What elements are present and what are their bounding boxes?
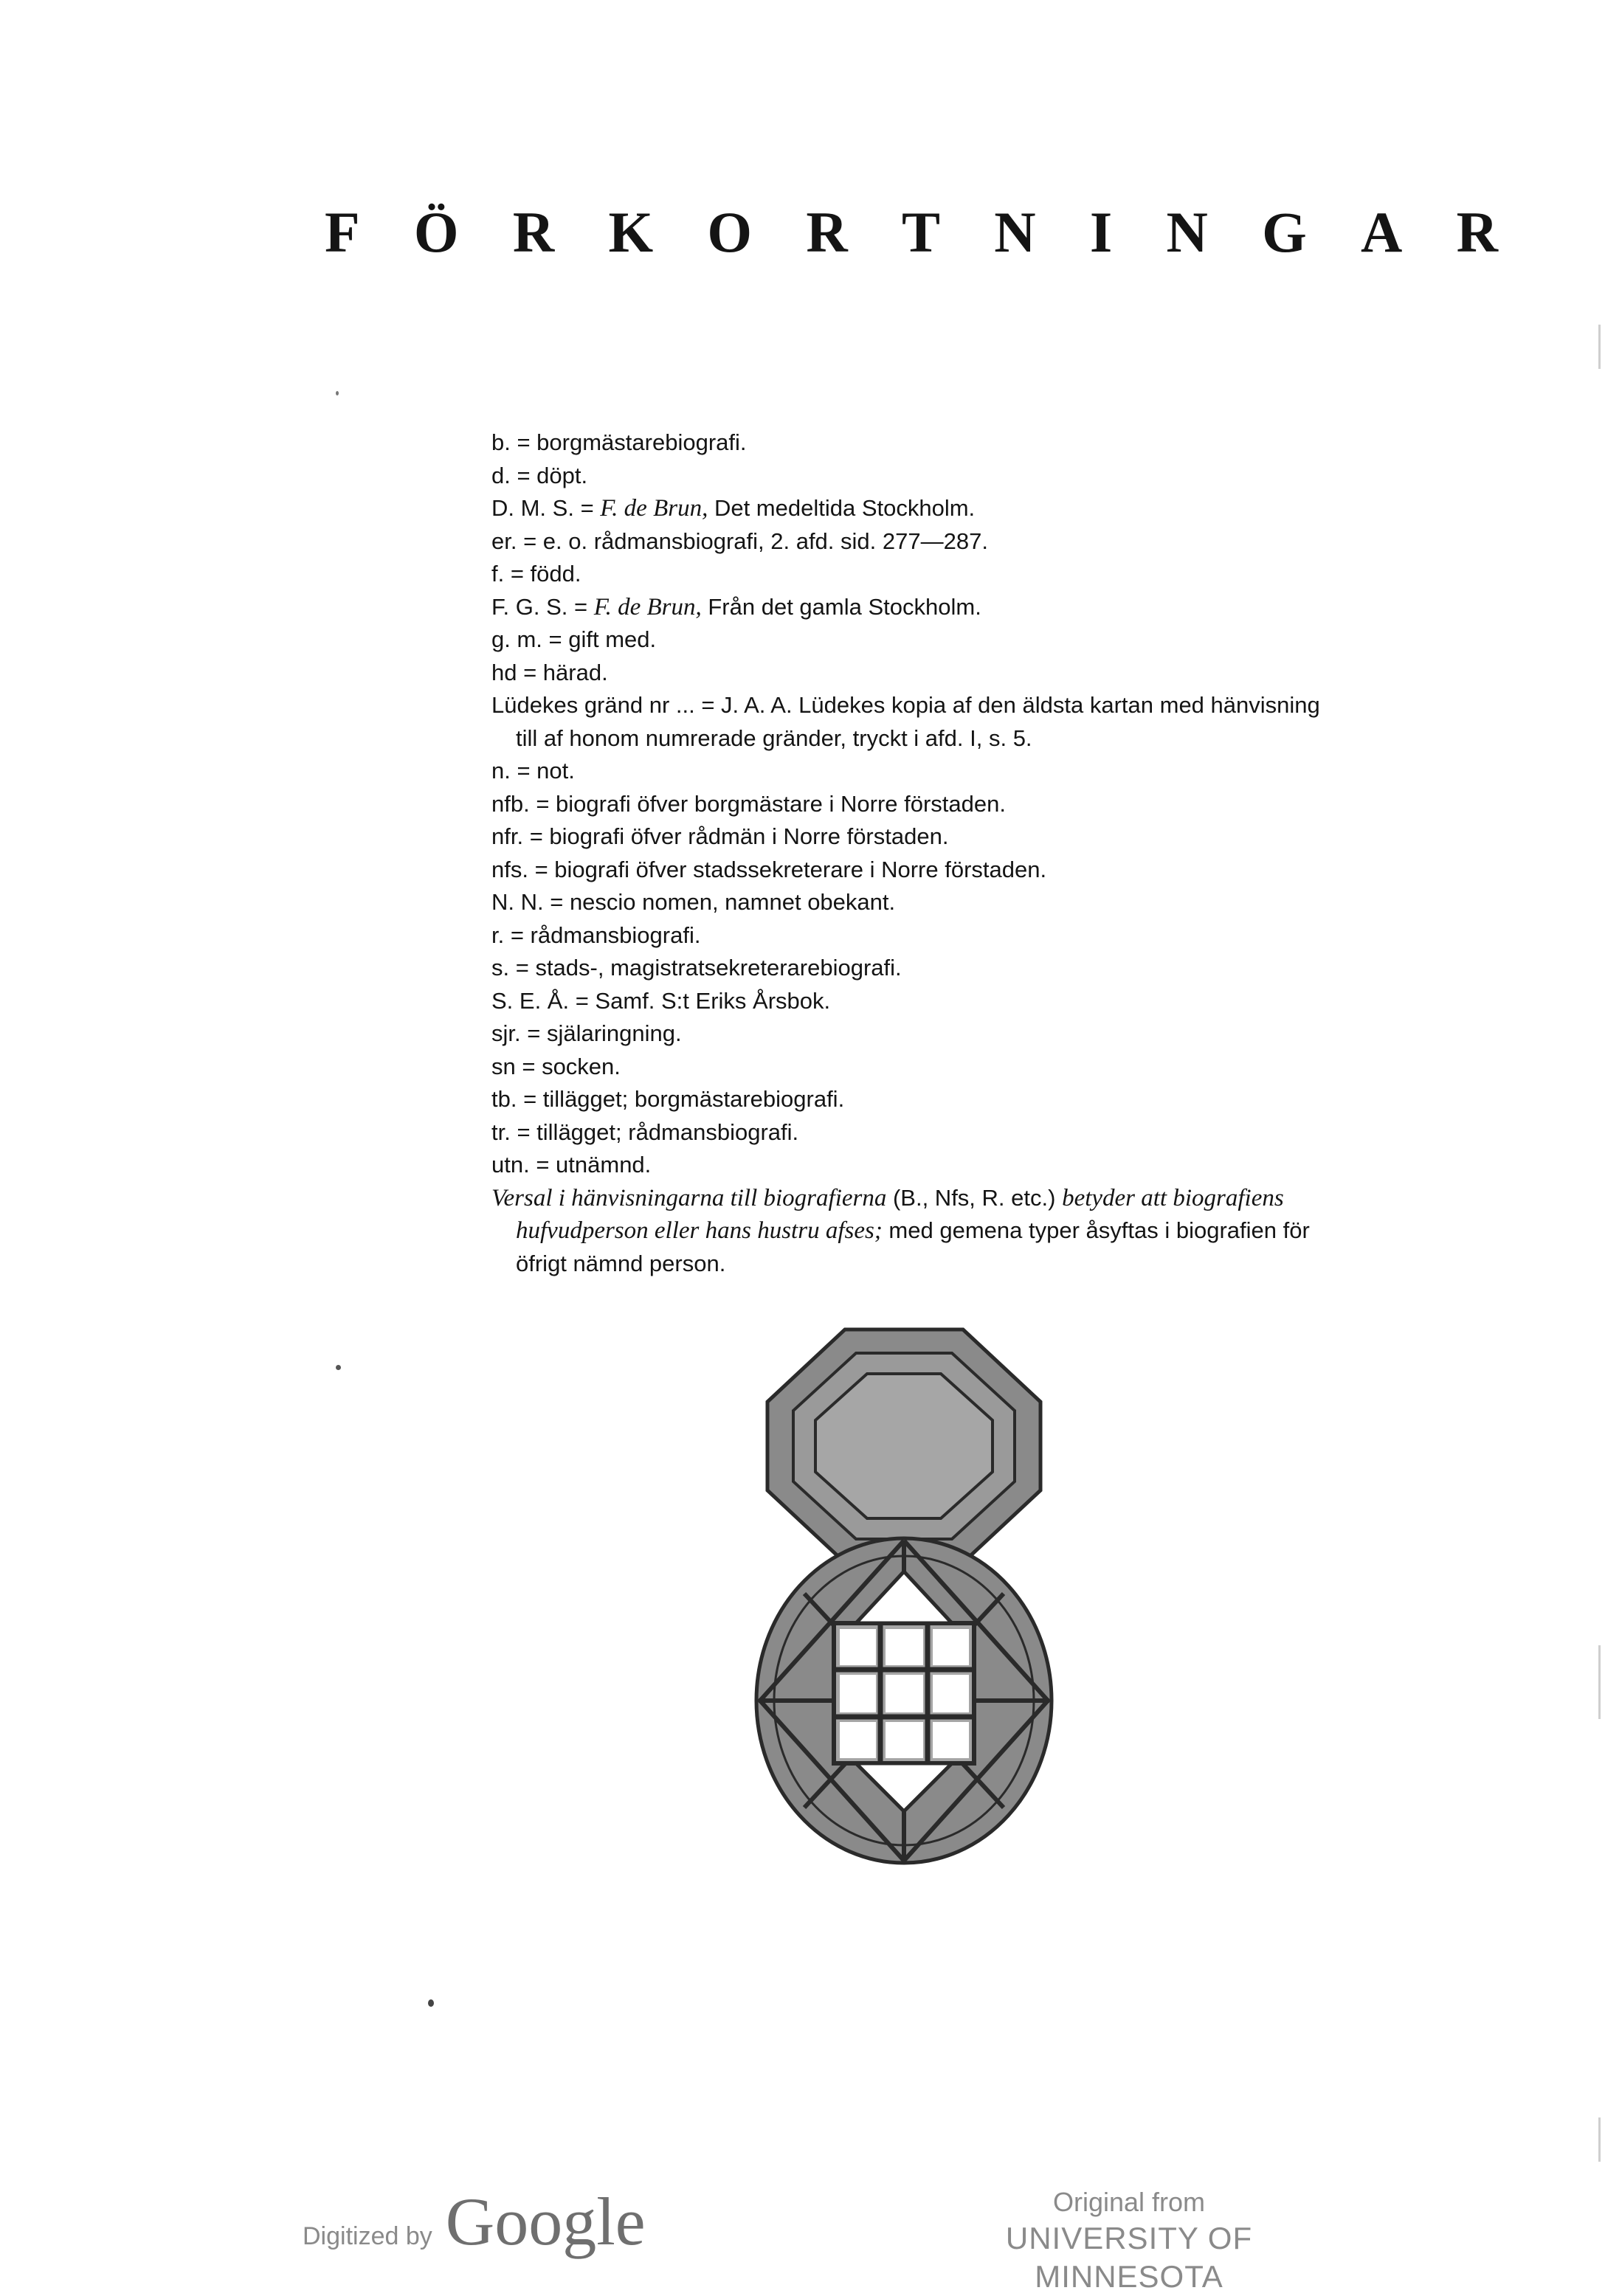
entry-text: tr. = tillägget; rådmansbiografi. [491,1118,799,1145]
original-from-label: Original from [1052,2187,1206,2217]
scan-speck [336,391,339,395]
abbreviation-entry [491,657,1333,690]
abbreviation-entry [491,952,1333,985]
entry-text: n. = not. [491,758,575,784]
source-attribution [908,2185,1350,2296]
abbreviation-entry [491,1116,1333,1149]
emblem-oval [756,1538,1052,1863]
entry-text: g. m. = gift med. [491,626,657,652]
university-label: UNIVERSITY OF MINNESOTA [1005,2221,1253,2294]
scan-speck [428,1999,434,2007]
entry-text: med gemena typer åsyftas i biografien för öfrigt nämnd person. [516,1217,1310,1276]
abbreviation-entry [491,919,1333,952]
entry-italic-text: betyder att biografiens hufvudperson eller hans hustru afses; [516,1184,1284,1244]
entry-text: utn. = utnämnd. [491,1152,652,1178]
abbreviation-entry [491,492,1333,525]
abbreviation-entry [491,755,1333,788]
title-letter: N [1166,200,1208,264]
abbreviation-entry [491,591,1333,624]
abbreviation-entry [491,525,1333,559]
abbreviation-entry [491,788,1333,821]
abbreviation-entry [491,985,1333,1018]
abbreviation-entry [491,426,1333,460]
scan-speck [336,1365,341,1370]
title-letter: Ö [413,200,459,264]
entry-text: nfb. = biografi öfver borgmästare i Norre förstaden. [491,790,1006,817]
abbreviation-entry [491,854,1333,887]
entry-italic-text: Versal i hänvisningarna till biografierna [491,1184,887,1211]
abbreviation-entry [491,1182,1333,1281]
digitized-by-watermark [303,2182,646,2261]
entry-text: b. = borgmästarebiografi. [491,429,747,455]
entry-text: tb. = tillägget; borgmästarebiografi. [491,1086,845,1112]
title-letter: R [806,200,848,264]
entry-italic-text: F. de Brun, [593,593,702,620]
abbreviation-entry [491,820,1333,854]
page-title [325,199,1498,266]
entry-text: Lüdekes gränd nr ... = J. A. A. Lüdekes kopia af den äldsta kartan med hänvisning till af honom numrerade gränder, tryckt i afd. I, s. 5. [491,692,1320,751]
entry-text: hd = härad. [491,659,608,685]
title-letter: K [608,200,654,264]
entry-text: N. N. = nescio nomen, namnet obekant. [491,889,896,915]
entry-text: Det medeltida Stockholm. [708,495,976,521]
scan-edge [1598,2117,1601,2162]
ornament-emblem [745,1321,1063,1867]
entry-text: sjr. = själaringning. [491,1020,682,1046]
entry-text: nfr. = biografi öfver rådmän i Norre förstaden. [491,823,949,849]
entry-text: er. = e. o. rådmansbiografi, 2. afd. sid. 277—287. [491,528,988,554]
title-letter: I [1089,200,1113,264]
abbreviation-entry [491,886,1333,919]
title-letter: G [1262,200,1307,264]
emblem-octagon [767,1329,1040,1563]
abbreviation-entry [491,623,1333,657]
title-letter: F [325,200,360,264]
title-letter: T [901,200,940,264]
entry-text: r. = rådmansbiografi. [491,921,701,948]
entry-text: d. = döpt. [491,462,588,488]
scan-edge [1598,1645,1601,1719]
title-letter: A [1361,200,1403,264]
title-letter: R [512,200,555,264]
entry-text: Från det gamla Stockholm. [701,593,981,620]
entry-text: S. E. Å. = Samf. S:t Eriks Årsbok. [491,987,831,1014]
abbreviation-entry [491,1051,1333,1084]
title-letter: O [707,200,753,264]
abbreviation-entry [491,558,1333,591]
entry-text: f. = född. [491,561,581,587]
scan-edge [1598,325,1601,369]
entry-text: s. = stads-, magistratsekreterarebiografi. [491,955,902,981]
abbreviation-entry [491,689,1333,755]
abbreviation-entry [491,1149,1333,1182]
google-logo: Google [445,2184,646,2259]
entry-text: D. M. S. = [491,495,601,521]
entry-text: sn = socken. [491,1053,621,1079]
entry-text: (B., Nfs, R. etc.) [886,1184,1063,1211]
abbreviation-list [491,426,1333,1280]
abbreviation-entry [491,460,1333,493]
title-letter: R [1456,200,1498,264]
entry-text: F. G. S. = [491,593,594,620]
abbreviation-entry [491,1017,1333,1051]
abbreviation-entry [491,1083,1333,1116]
digitized-by-label: Digitized by [303,2222,432,2250]
title-letter: N [994,200,1036,264]
entry-text: nfs. = biografi öfver stadssekreterare i Norre förstaden. [491,856,1047,882]
entry-italic-text: F. de Brun, [600,495,708,522]
